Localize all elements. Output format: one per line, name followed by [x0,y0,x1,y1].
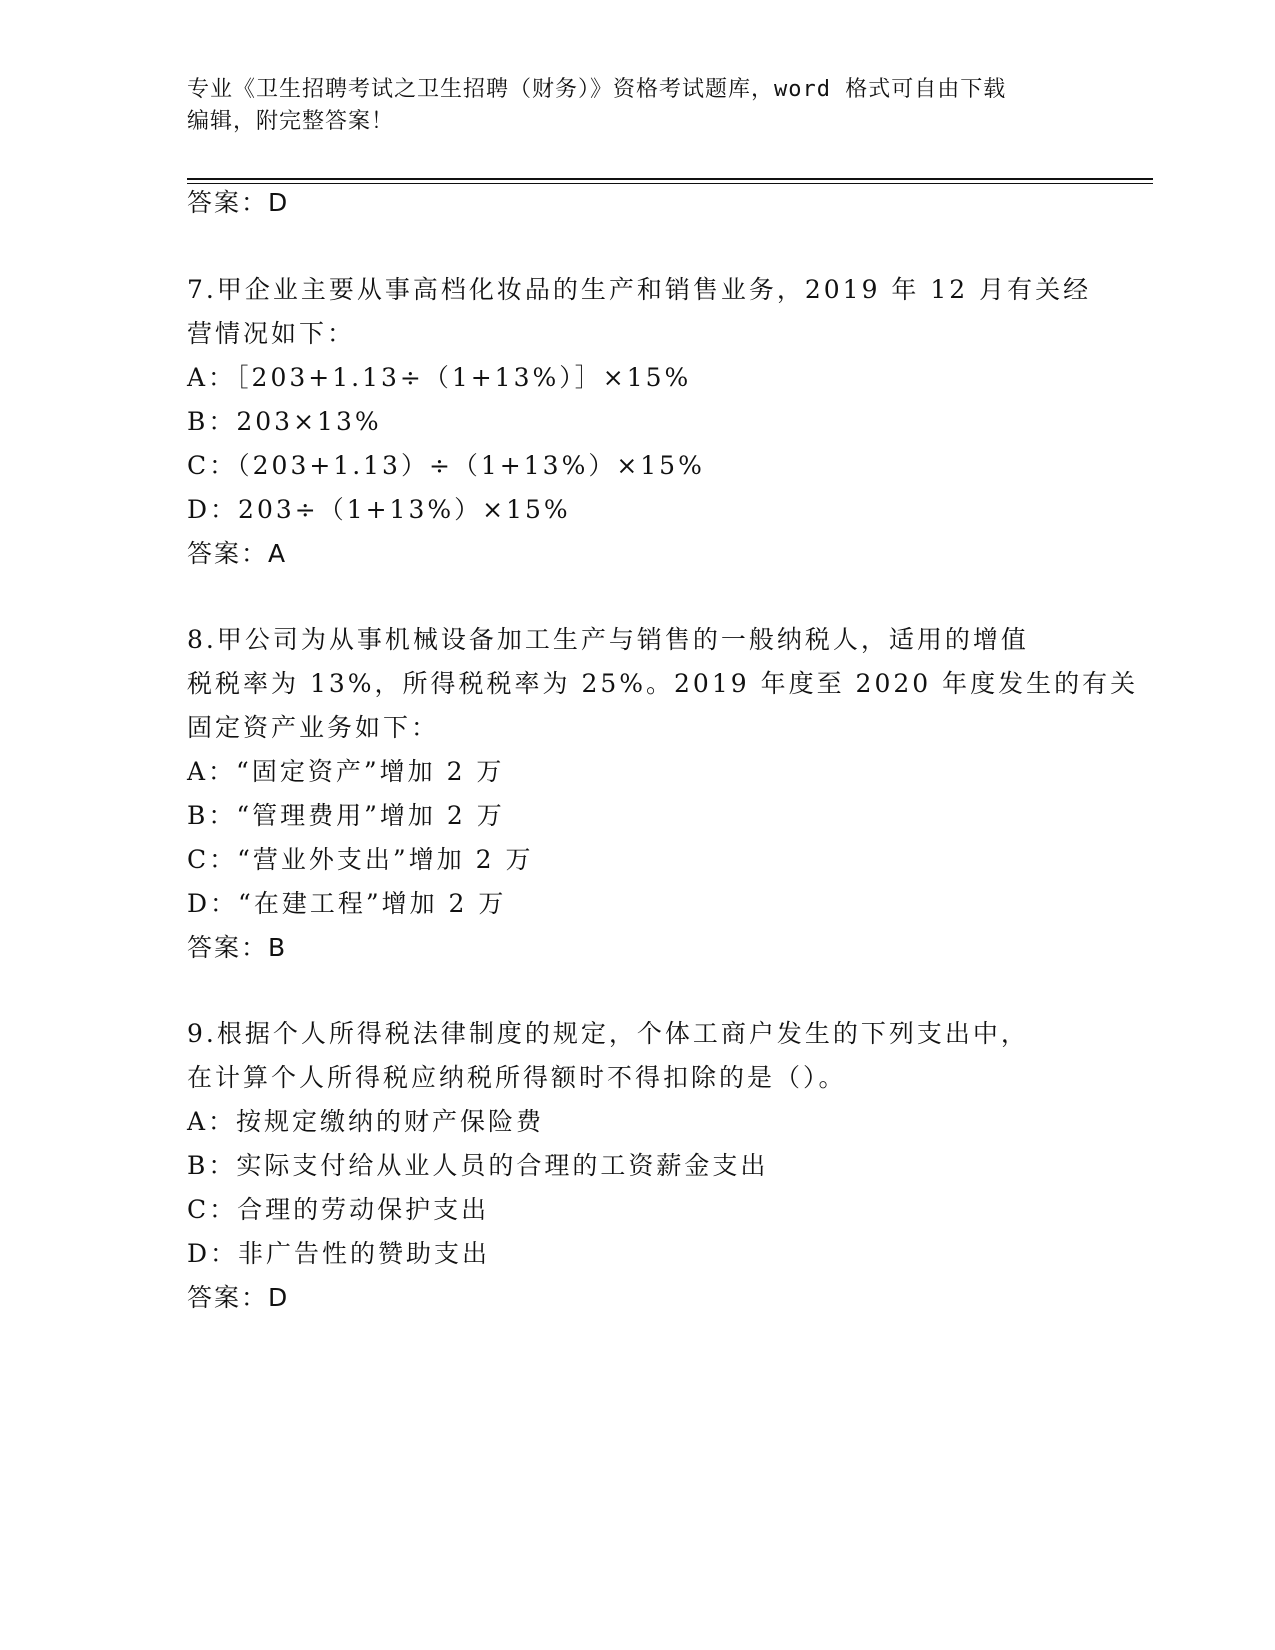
question-7-option-c: C：（203+1.13）÷（1+13%）×15% [187,451,705,480]
question-9-option-a: A：按规定缴纳的财产保险费 [187,1107,545,1136]
question-9-stem-line-1: 9.根据个人所得税法律制度的规定，个体工商户发生的下列支出中， [187,1019,1029,1048]
question-8-option-b: B：“管理费用”增加 2 万 [187,801,505,830]
answer-q9: 答案：D [187,1283,290,1312]
question-9-option-d: D：非广告性的赞助支出 [187,1239,491,1268]
answer-q8: 答案：B [187,933,288,962]
header-divider [187,178,1153,180]
question-8-option-d: D：“在建工程”增加 2 万 [187,889,507,918]
question-8-option-c: C：“营业外支出”增加 2 万 [187,845,534,874]
answer-q6: 答案：D [187,188,290,217]
answer-q7: 答案：A [187,539,288,568]
document-header [187,74,1087,138]
question-8-stem-line-3: 固定资产业务如下： [187,713,440,742]
question-9-stem-line-2: 在计算个人所得税应纳税所得额时不得扣除的是（）。 [187,1063,847,1092]
header-divider-thin [187,183,1153,184]
question-8-option-a: A：“固定资产”增加 2 万 [187,757,505,786]
question-7-stem-line-1: 7.甲企业主要从事高档化妆品的生产和销售业务，2019 年 12 月有关经 [187,275,1092,304]
question-8-stem-line-2: 税税率为 13%，所得税税率为 25%。2019 年度至 2020 年度发生的有关 [187,669,1139,698]
header-line-1: 专业《卫生招聘考试之卫生招聘（财务）》资格考试题库，word 格式可自由下载 [187,77,1007,102]
header-line-2: 编辑，附完整答案！ [187,109,395,134]
question-7-option-d: D：203÷（1+13%）×15% [187,495,571,524]
question-7-stem-line-2: 营情况如下： [187,319,356,348]
question-9-option-c: C：合理的劳动保护支出 [187,1195,490,1224]
question-7-option-a: A：［203+1.13÷（1+13%）］×15% [187,363,692,392]
question-8-stem-line-1: 8.甲公司为从事机械设备加工生产与销售的一般纳税人，适用的增值 [187,625,1029,654]
question-7-option-b: B：203×13% [187,407,382,436]
question-9-option-b: B：实际支付给从业人员的合理的工资薪金支出 [187,1151,769,1180]
